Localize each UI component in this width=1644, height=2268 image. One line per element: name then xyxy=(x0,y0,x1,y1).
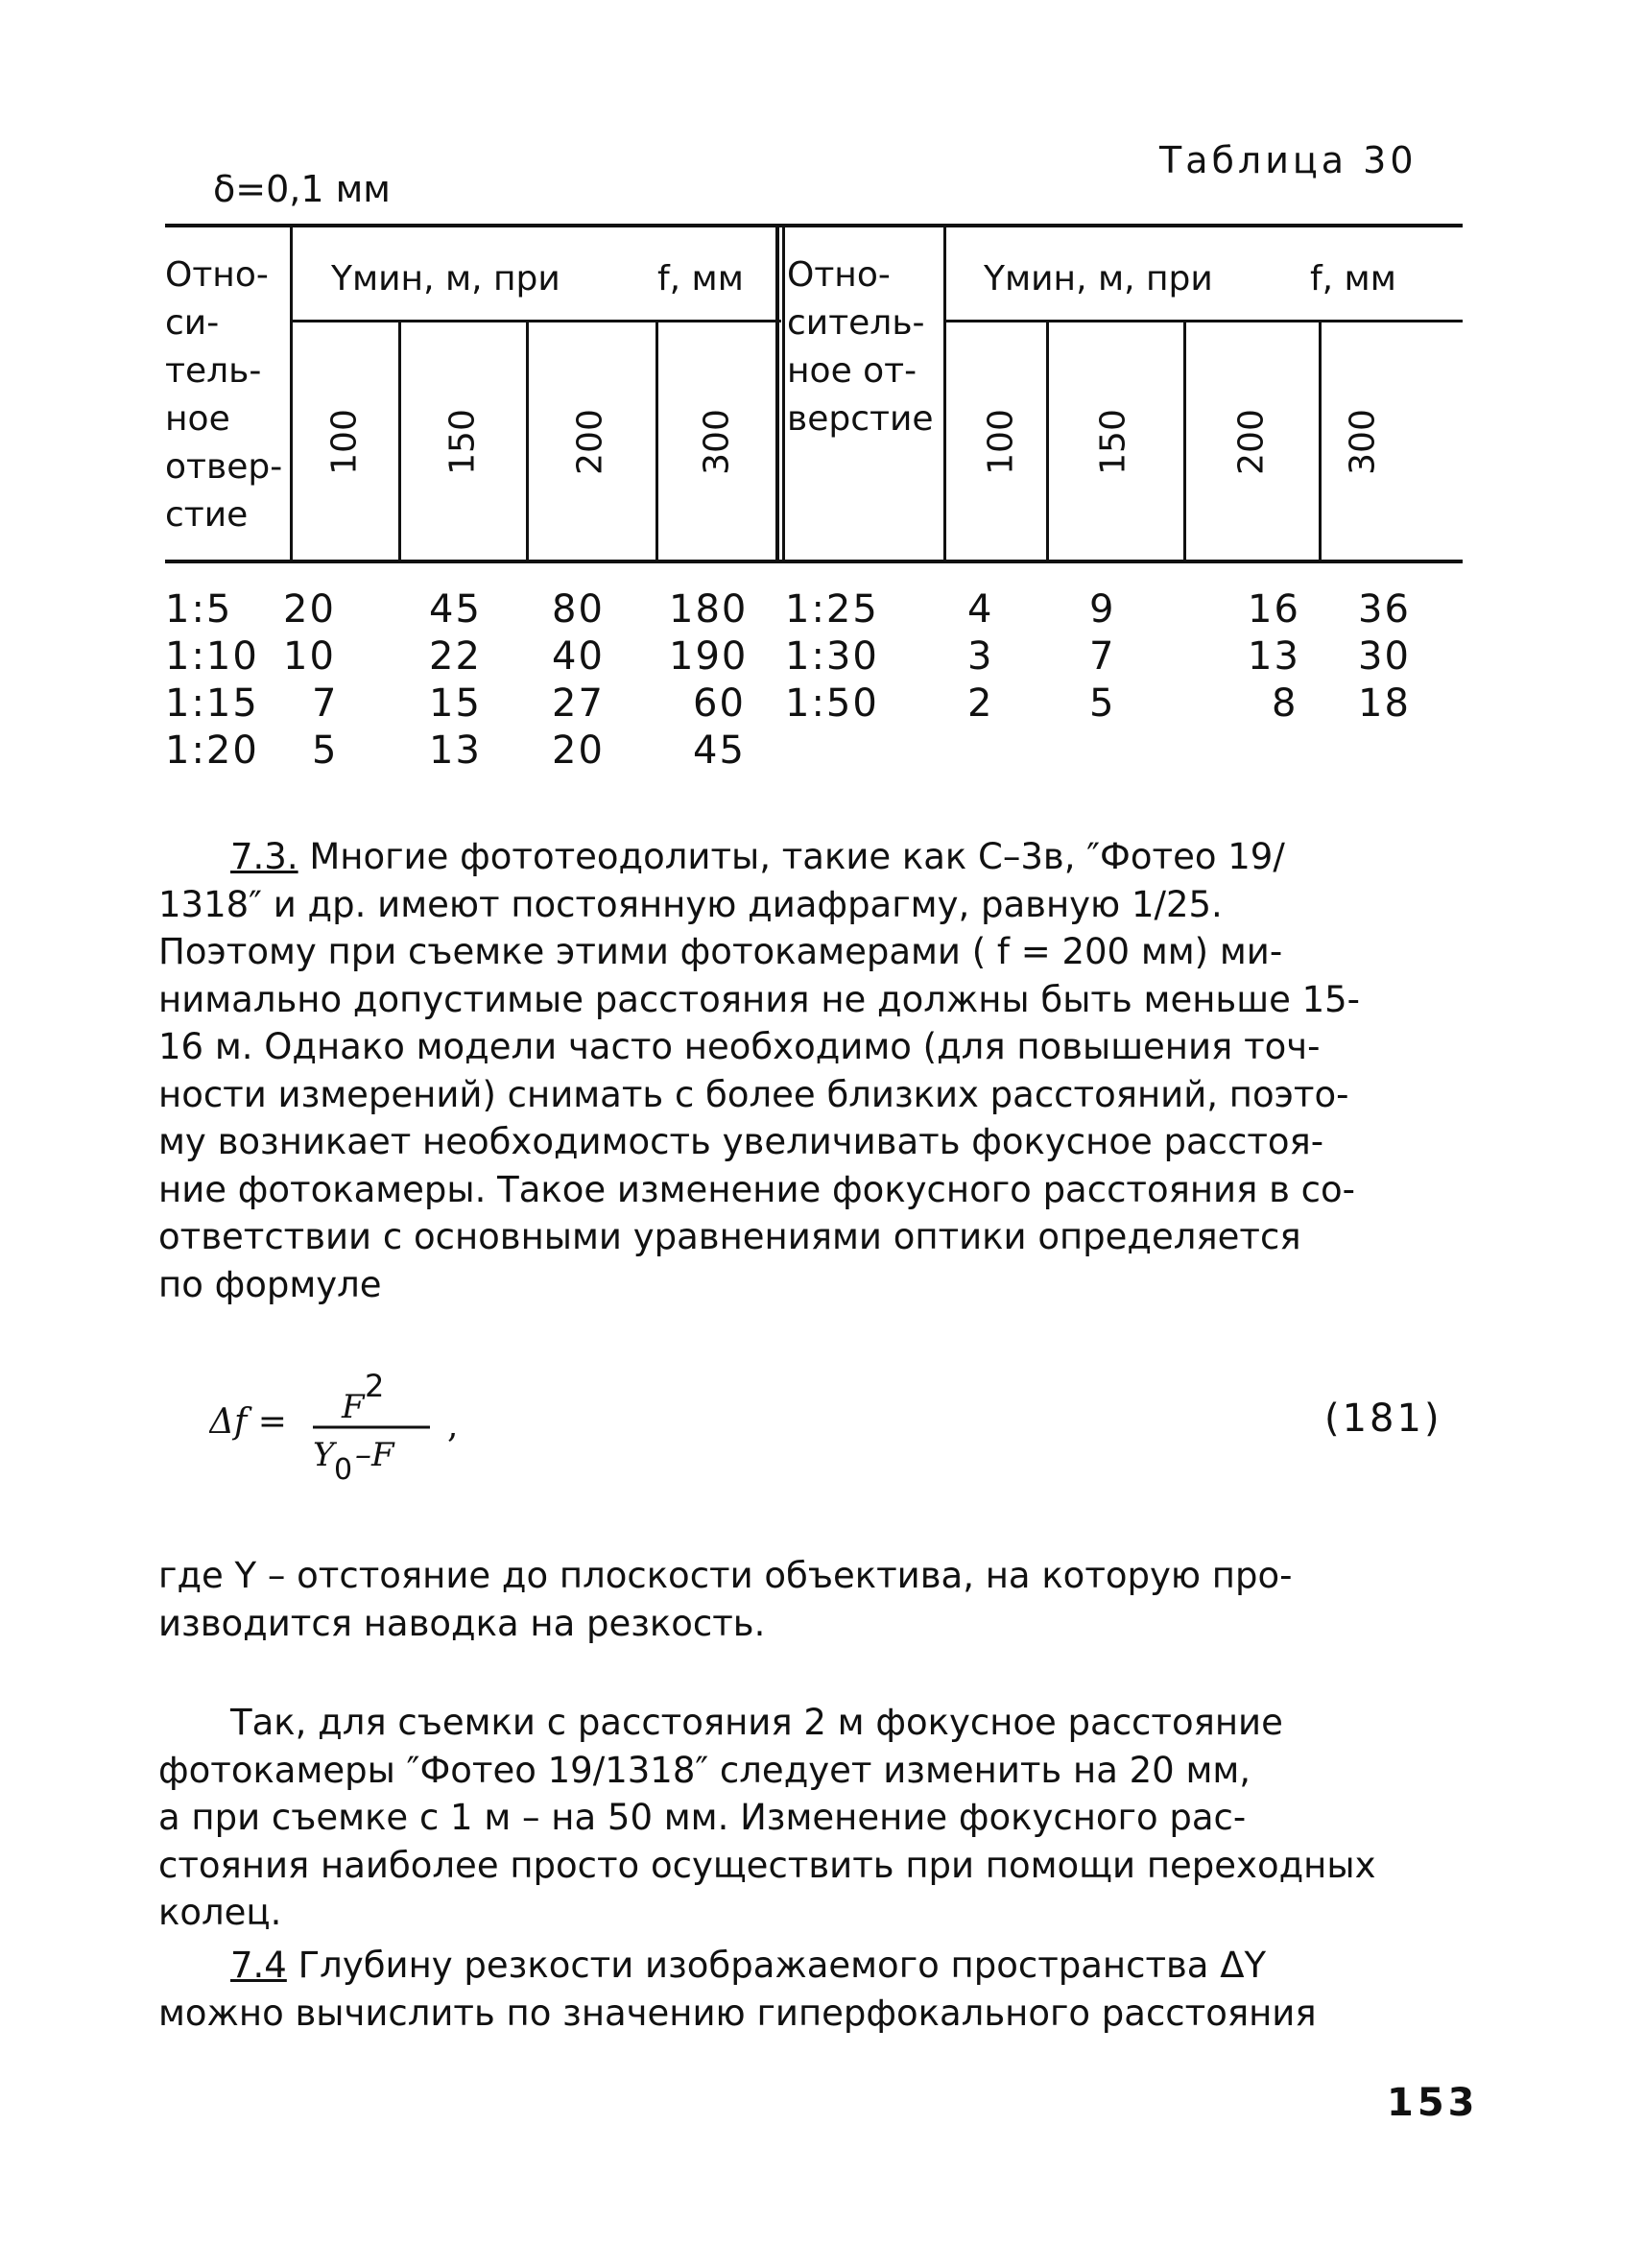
paragraph-line: ответствии с основными уравнениями оптики определяется xyxy=(158,1216,1301,1257)
paragraph-line: а при съемке с 1 м – на 50 мм. Изменение фокусного рас- xyxy=(158,1797,1247,1838)
paragraph-line: му возникает необходимость увеличивать фокусное расстоя- xyxy=(158,1121,1324,1162)
table-vrule xyxy=(398,322,401,561)
value-cell: 5 xyxy=(1089,681,1116,726)
ratio-cell: 1:50 xyxy=(785,681,879,726)
value-cell: 9 xyxy=(1089,587,1116,632)
ratio-cell: 1:15 xyxy=(165,681,259,726)
table-subheader-rule-right xyxy=(945,320,1463,322)
formula-numerator-exponent: 2 xyxy=(365,1368,385,1404)
ymin-header-left: Yмин, м, при xyxy=(331,259,560,298)
page-number: 153 xyxy=(1387,2081,1479,2125)
ymin-header-right: Yмин, м, при xyxy=(984,259,1213,298)
formula-denominator-rest: –F xyxy=(355,1436,394,1474)
value-cell: 20 xyxy=(552,728,605,773)
paragraph-7-4 xyxy=(158,1942,1497,2037)
delta-label: δ=0,1 мм xyxy=(213,168,391,210)
f-unit-header-left: f, мм xyxy=(657,259,744,298)
paragraph-line: стояния наиболее просто осуществить при помощи переходных xyxy=(158,1844,1376,1886)
value-cell: 5 xyxy=(312,728,339,773)
table-vrule xyxy=(526,322,529,561)
value-cell: 13 xyxy=(1248,634,1300,679)
paragraph-line: 16 м. Однако модели часто необходимо (для повышения точ- xyxy=(158,1026,1321,1067)
value-cell: 16 xyxy=(1248,587,1300,632)
value-cell: 80 xyxy=(552,587,605,632)
value-cell: 45 xyxy=(693,728,746,773)
table-group-divider xyxy=(782,226,785,561)
row-header-right: Отно- ситель- ное от- верстие xyxy=(787,255,934,439)
value-cell: 45 xyxy=(429,587,482,632)
table-header-bottom-rule xyxy=(165,560,1463,563)
paragraph-line: 1318″ и др. имеют постоянную диафрагму, равную 1/25. xyxy=(158,883,1223,925)
table-title: Таблица 30 xyxy=(1159,139,1418,181)
paragraph-line: изводится наводка на резкость. xyxy=(158,1602,766,1644)
focal-col-150-right: 150 xyxy=(1093,409,1133,475)
paragraph-line: 7.4 Глубину резкости изображаемого пространства ΔY xyxy=(230,1945,1267,1986)
table-vrule xyxy=(943,226,946,561)
ratio-cell: 1:20 xyxy=(165,728,259,773)
value-cell: 18 xyxy=(1358,681,1411,726)
table-vrule xyxy=(655,322,658,561)
formula-denominator-y: Y xyxy=(313,1436,335,1474)
paragraph-line: 7.3. Многие фототеодолиты, такие как С–3в, ″Фотео 19/ xyxy=(230,836,1285,877)
value-cell: 27 xyxy=(552,681,605,726)
table-vrule xyxy=(1183,322,1186,561)
table-group-divider xyxy=(775,226,779,561)
value-cell: 8 xyxy=(1272,681,1299,726)
formula-numerator: F xyxy=(342,1388,365,1426)
value-cell: 7 xyxy=(1089,634,1116,679)
ratio-cell: 1:5 xyxy=(165,587,233,632)
section-number: 7.3. xyxy=(230,836,298,877)
formula-181 xyxy=(209,1368,555,1492)
paragraph-line: можно вычислить по значению гиперфокального расстояния xyxy=(158,1992,1317,2034)
value-cell: 2 xyxy=(967,681,994,726)
formula-lhs: Δf = xyxy=(209,1402,287,1442)
value-cell: 60 xyxy=(693,681,746,726)
table-vrule xyxy=(290,226,293,561)
table-vrule xyxy=(1046,322,1049,561)
paragraph-line: ности измерений) снимать с более близких расстояний, поэто- xyxy=(158,1073,1349,1115)
focal-col-200-left: 200 xyxy=(570,409,610,475)
value-cell: 36 xyxy=(1358,587,1411,632)
paragraph-line: колец. xyxy=(158,1892,282,1933)
ratio-cell: 1:10 xyxy=(165,634,259,679)
value-cell: 13 xyxy=(429,728,482,773)
ratio-cell: 1:30 xyxy=(785,634,879,679)
value-cell: 180 xyxy=(669,587,749,632)
value-cell: 190 xyxy=(669,634,749,679)
paragraph-line: фотокамеры ″Фотео 19/1318″ следует изменить на 20 мм, xyxy=(158,1749,1251,1791)
value-cell: 20 xyxy=(283,587,336,632)
value-cell: 3 xyxy=(967,634,994,679)
value-cell: 10 xyxy=(283,634,336,679)
table-top-rule xyxy=(165,224,1463,227)
focal-col-150-left: 150 xyxy=(442,409,483,475)
paragraph-where xyxy=(158,1552,1497,1647)
paragraph-line: нимально допустимые расстояния не должны быть меньше 15- xyxy=(158,978,1361,1020)
value-cell: 4 xyxy=(967,587,994,632)
section-number: 7.4 xyxy=(230,1945,287,1986)
value-cell: 40 xyxy=(552,634,605,679)
ratio-cell: 1:25 xyxy=(785,587,879,632)
formula-denominator-subscript: 0 xyxy=(334,1453,353,1487)
table-vrule xyxy=(1319,322,1322,561)
focal-col-100-left: 100 xyxy=(324,409,365,475)
paragraph-7-3 xyxy=(158,833,1497,1308)
equation-number: (181) xyxy=(1324,1397,1442,1441)
f-unit-header-right: f, мм xyxy=(1310,259,1396,298)
value-cell: 7 xyxy=(312,681,339,726)
paragraph-line: Поэтому при съемке этими фотокамерами ( f = 200 мм) ми- xyxy=(158,931,1283,972)
paragraph-line: Так, для съемки с расстояния 2 м фокусное расстояние xyxy=(230,1702,1283,1743)
paragraph-line: ние фотокамеры. Такое изменение фокусного расстояния в со- xyxy=(158,1168,1356,1210)
paragraph-line: где Y – отстояние до плоскости объектива, на которую про- xyxy=(158,1555,1293,1596)
value-cell: 15 xyxy=(429,681,482,726)
focal-col-100-right: 100 xyxy=(981,409,1021,475)
formula-trailing-comma: , xyxy=(447,1406,459,1445)
value-cell: 30 xyxy=(1358,634,1411,679)
row-header-left: Отно- си- тель- ное отвер- стие xyxy=(165,255,283,535)
focal-col-300-left: 300 xyxy=(697,409,737,475)
value-cell: 22 xyxy=(429,634,482,679)
table-subheader-rule-left xyxy=(292,320,781,322)
focal-col-300-right: 300 xyxy=(1343,409,1383,475)
paragraph-line: по формуле xyxy=(158,1263,382,1305)
focal-col-200-right: 200 xyxy=(1231,409,1272,475)
paragraph-example xyxy=(158,1699,1497,1937)
